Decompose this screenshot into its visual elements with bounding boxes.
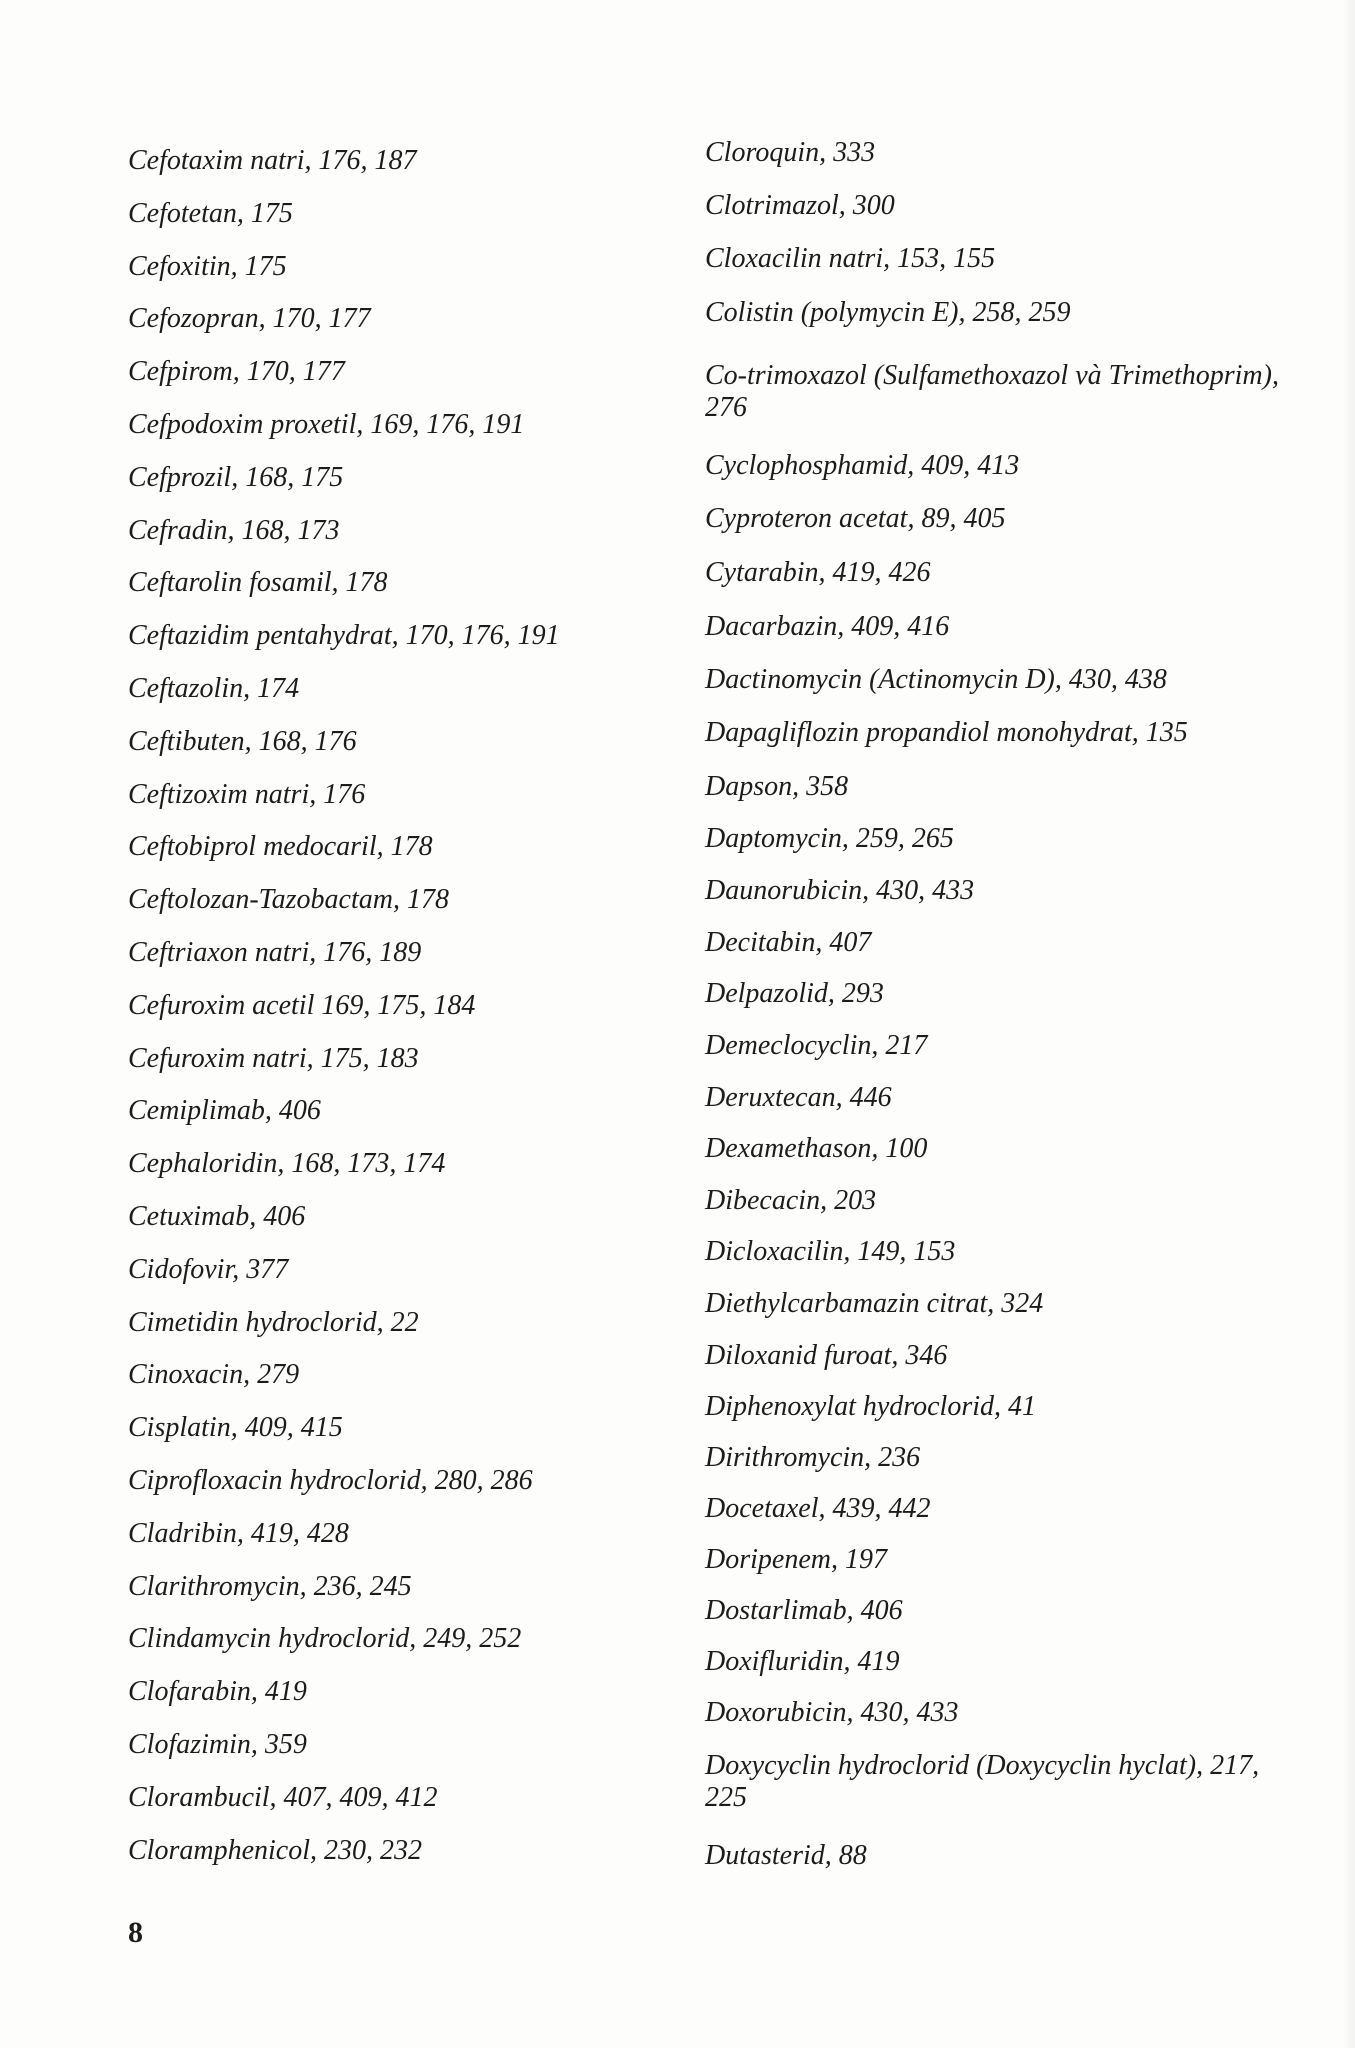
right-entry: Dexamethason, 100 bbox=[705, 1133, 928, 1164]
right-entry: Diphenoxylat hydroclorid, 41 bbox=[705, 1391, 1037, 1422]
left-entry: Ceftriaxon natri, 176, 189 bbox=[128, 937, 422, 968]
left-entry: Ceftazolin, 174 bbox=[128, 673, 300, 704]
right-entry: Cloroquin, 333 bbox=[705, 137, 876, 168]
left-entry: Cloramphenicol, 230, 232 bbox=[128, 1834, 422, 1866]
left-entry: Cefozopran, 170, 177 bbox=[128, 303, 371, 335]
left-entry: Cefotaxim natri, 176, 187 bbox=[128, 145, 417, 176]
right-entry: Decitabin, 407 bbox=[705, 927, 872, 958]
left-entry: Cefuroxim acetil 169, 175, 184 bbox=[128, 989, 476, 1021]
left-entry: Cefuroxim natri, 175, 183 bbox=[128, 1042, 419, 1074]
right-entry: Dibecacin, 203 bbox=[705, 1185, 877, 1216]
right-entry: Daunorubicin, 430, 433 bbox=[705, 875, 975, 906]
right-entry: Dactinomycin (Actinomycin D), 430, 438 bbox=[705, 664, 1167, 695]
right-entry: Daptomycin, 259, 265 bbox=[705, 823, 954, 854]
right-entry: Dostarlimab, 406 bbox=[705, 1595, 903, 1626]
right-entry: Dutasterid, 88 bbox=[705, 1840, 867, 1871]
left-entry: Cisplatin, 409, 415 bbox=[128, 1412, 343, 1444]
right-entry: Doxorubicin, 430, 433 bbox=[705, 1697, 959, 1728]
left-entry: Clofazimin, 359 bbox=[128, 1729, 307, 1760]
left-entry: Clofarabin, 419 bbox=[128, 1676, 307, 1708]
right-entry: Dapagliflozin propandiol monohydrat, 135 bbox=[705, 717, 1188, 748]
right-entry: Delpazolid, 293 bbox=[705, 978, 884, 1009]
left-entry: Ceftazidim pentahydrat, 170, 176, 191 bbox=[128, 620, 560, 652]
scan-edge bbox=[1343, 0, 1355, 2048]
right-entry: Doxycyclin hydroclorid (Doxycyclin hyclat), 217, 225 bbox=[705, 1750, 1260, 1813]
left-entry: Cefpirom, 170, 177 bbox=[128, 356, 345, 388]
right-entry: Dacarbazin, 409, 416 bbox=[705, 611, 950, 642]
right-entry: Doxifluridin, 419 bbox=[705, 1646, 900, 1677]
left-entry: Ciprofloxacin hydroclorid, 280, 286 bbox=[128, 1465, 533, 1496]
left-entry: Cefradin, 168, 173 bbox=[128, 514, 340, 546]
right-entry: Cytarabin, 419, 426 bbox=[705, 557, 931, 588]
left-entry: Cefotetan, 175 bbox=[128, 197, 293, 229]
page-number: 8 bbox=[128, 1916, 143, 1949]
right-entry: Diethylcarbamazin citrat, 324 bbox=[705, 1288, 1044, 1319]
right-entry: Cyproteron acetat, 89, 405 bbox=[705, 503, 1006, 534]
left-entry: Cefpodoxim proxetil, 169, 176, 191 bbox=[128, 409, 525, 440]
right-entry: Dapson, 358 bbox=[705, 771, 849, 802]
right-entry: Demeclocyclin, 217 bbox=[705, 1030, 928, 1061]
right-entry: Cyclophosphamid, 409, 413 bbox=[705, 450, 1020, 481]
left-entry: Ceftolozan-Tazobactam, 178 bbox=[128, 884, 449, 916]
left-entry: Cidofovir, 377 bbox=[128, 1253, 289, 1285]
right-entry: Colistin (polymycin E), 258, 259 bbox=[705, 297, 1071, 328]
left-entry: Cefoxitin, 175 bbox=[128, 250, 287, 282]
right-entry: Deruxtecan, 446 bbox=[705, 1082, 892, 1113]
right-entry: Doripenem, 197 bbox=[705, 1544, 887, 1575]
left-entry: Ceftizoxim natri, 176 bbox=[128, 778, 366, 810]
left-entry: Ceftarolin fosamil, 178 bbox=[128, 567, 388, 599]
right-entry: Cloxacilin natri, 153, 155 bbox=[705, 243, 996, 274]
left-entry: Cemiplimab, 406 bbox=[128, 1095, 321, 1127]
right-entry: Dicloxacilin, 149, 153 bbox=[705, 1236, 956, 1267]
left-entry: Ceftibuten, 168, 176 bbox=[128, 725, 357, 757]
right-entry: Clotrimazol, 300 bbox=[705, 190, 895, 221]
left-entry: Clarithromycin, 236, 245 bbox=[128, 1570, 412, 1602]
left-entry: Clindamycin hydroclorid, 249, 252 bbox=[128, 1623, 522, 1655]
left-entry: Cephaloridin, 168, 173, 174 bbox=[128, 1148, 446, 1180]
left-entry: Cinoxacin, 279 bbox=[128, 1359, 300, 1391]
right-entry: Dirithromycin, 236 bbox=[705, 1442, 921, 1473]
left-entry: Cefprozil, 168, 175 bbox=[128, 461, 344, 493]
left-entry: Clorambucil, 407, 409, 412 bbox=[128, 1781, 438, 1813]
left-entry: Cetuximab, 406 bbox=[128, 1201, 306, 1232]
left-entry: Cladribin, 419, 428 bbox=[128, 1517, 349, 1549]
left-entry: Cimetidin hydroclorid, 22 bbox=[128, 1306, 419, 1338]
right-entry: Co-trimoxazol (Sulfamethoxazol và Trimethoprim), 276 bbox=[705, 360, 1279, 423]
right-entry: Diloxanid furoat, 346 bbox=[705, 1340, 948, 1371]
right-entry: Docetaxel, 439, 442 bbox=[705, 1493, 931, 1524]
left-entry: Ceftobiprol medocaril, 178 bbox=[128, 831, 433, 863]
